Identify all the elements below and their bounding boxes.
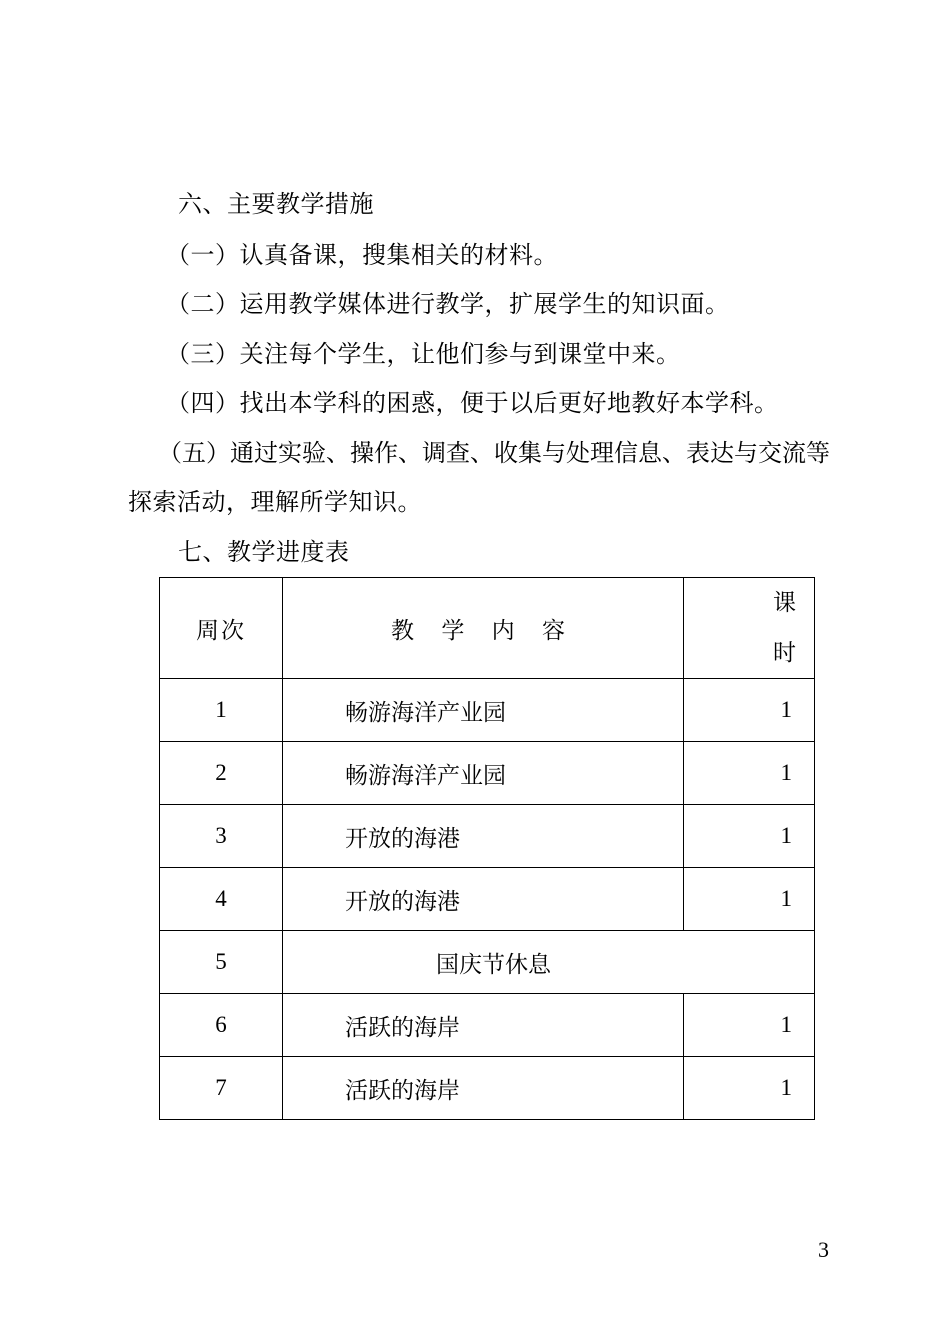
hours-cell: 1 <box>684 994 815 1057</box>
week-cell: 4 <box>160 868 283 931</box>
column-header-content: 教 学 内 容 <box>283 578 684 679</box>
measure-item-1: （一）认真备课，搜集相关的材料。 <box>166 241 558 269</box>
week-cell: 2 <box>160 742 283 805</box>
table-row <box>160 1057 815 1120</box>
content-cell: 活跃的海岸 <box>283 994 684 1057</box>
week-cell: 6 <box>160 994 283 1057</box>
column-header-hours <box>684 578 815 679</box>
measure-item-2: （二）运用教学媒体进行教学，扩展学生的知识面。 <box>166 290 730 318</box>
measure-item-4: （四）找出本学科的困惑，便于以后更好地教好本学科。 <box>166 389 779 417</box>
week-cell: 7 <box>160 1057 283 1120</box>
page-number: 3 <box>818 1237 829 1262</box>
section-heading-measures: 六、主要教学措施 <box>178 190 374 218</box>
week-cell: 1 <box>160 679 283 742</box>
schedule-table <box>159 577 815 1120</box>
column-header-week: 周次 <box>160 578 283 679</box>
hours-cell: 1 <box>684 1057 815 1120</box>
table-row <box>160 805 815 868</box>
week-cell: 5 <box>160 931 283 994</box>
content-cell: 开放的海港 <box>283 805 684 868</box>
table-row <box>160 868 815 931</box>
content-cell: 畅游海洋产业园 <box>283 679 684 742</box>
hours-cell: 1 <box>684 679 815 742</box>
table-row <box>160 742 815 805</box>
hours-cell: 1 <box>684 805 815 868</box>
content-cell: 开放的海港 <box>283 868 684 931</box>
column-header-hours-line2: 时 <box>773 640 796 666</box>
table-row <box>160 994 815 1057</box>
content-cell: 活跃的海岸 <box>283 1057 684 1120</box>
measure-item-5-line2: 探索活动，理解所学知识。 <box>128 488 422 516</box>
table-row-holiday <box>160 931 815 994</box>
table-header-row <box>160 578 815 679</box>
measure-item-5-line1: （五）通过实验、操作、调查、收集与处理信息、表达与交流等 <box>158 439 830 467</box>
week-cell: 3 <box>160 805 283 868</box>
hours-cell: 1 <box>684 742 815 805</box>
holiday-cell: 国庆节休息 <box>283 931 815 994</box>
column-header-hours-line1: 课 <box>773 590 796 616</box>
section-heading-schedule: 七、教学进度表 <box>178 538 350 566</box>
table-row <box>160 679 815 742</box>
measure-item-3: （三）关注每个学生，让他们参与到课堂中来。 <box>166 340 681 368</box>
content-cell: 畅游海洋产业园 <box>283 742 684 805</box>
hours-cell: 1 <box>684 868 815 931</box>
